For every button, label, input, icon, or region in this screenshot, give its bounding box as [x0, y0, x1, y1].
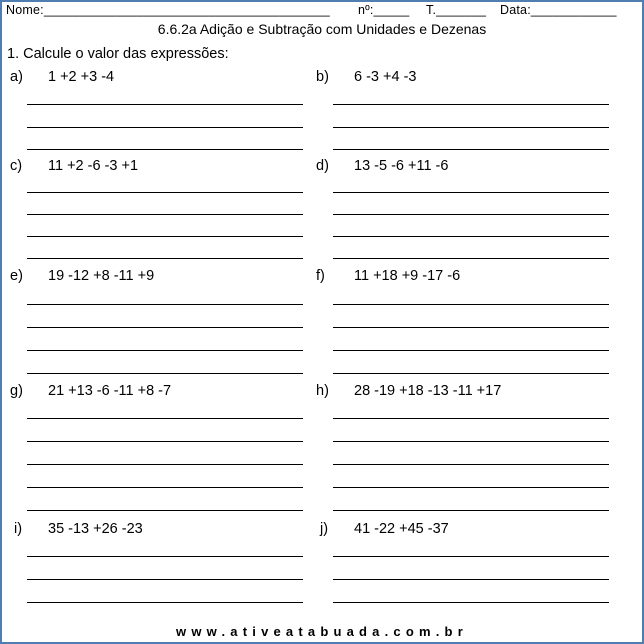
- answer-line: [333, 556, 609, 557]
- exercise-letter: c): [10, 158, 23, 174]
- answer-line: [333, 579, 609, 580]
- answer-line: [27, 487, 303, 488]
- exercise-expression: 11 +2 -6 -3 +1: [48, 158, 139, 174]
- answer-line: [27, 464, 303, 465]
- exercise-expression: 28 -19 +18 -13 -11 +17: [354, 383, 502, 399]
- exercise-letter: j): [320, 521, 329, 537]
- name-field: Nome:________________________________________: [6, 3, 330, 17]
- answer-line: [27, 304, 303, 305]
- answer-line: [27, 441, 303, 442]
- exercise-letter: a): [10, 69, 23, 85]
- student-header: [6, 3, 636, 19]
- number-field: nº:_____: [358, 3, 410, 17]
- answer-line: [333, 487, 609, 488]
- answer-line: [333, 304, 609, 305]
- answer-line: [27, 127, 303, 128]
- exercise-letter: f): [316, 268, 325, 284]
- answer-line: [27, 350, 303, 351]
- exercise-letter: g): [10, 383, 23, 399]
- answer-line: [333, 350, 609, 351]
- exercise-expression: 41 -22 +45 -37: [354, 521, 449, 537]
- worksheet-title: 6.6.2a Adição e Subtração com Unidades e Dezenas: [157, 21, 487, 37]
- answer-line: [27, 236, 303, 237]
- exercise-expression: 11 +18 +9 -17 -6: [354, 268, 461, 284]
- answer-line: [333, 373, 609, 374]
- answer-line: [27, 579, 303, 580]
- answer-line: [27, 418, 303, 419]
- class-field: T._______: [426, 3, 487, 17]
- answer-line: [333, 192, 609, 193]
- exercise-expression: 19 -12 +8 -11 +9: [48, 268, 155, 284]
- answer-line: [333, 258, 609, 259]
- exercise-expression: 6 -3 +4 -3: [354, 69, 417, 85]
- exercise-letter: i): [14, 521, 23, 537]
- exercise-expression: 1 +2 +3 -4: [48, 69, 115, 85]
- answer-line: [333, 602, 609, 603]
- exercise-letter: b): [316, 69, 329, 85]
- exercise-letter: h): [316, 383, 329, 399]
- answer-line: [27, 510, 303, 511]
- answer-line: [27, 327, 303, 328]
- exercise-letter: e): [10, 268, 23, 284]
- instruction-text: 1. Calcule o valor das expressões:: [7, 46, 229, 62]
- exercise-letter: d): [316, 158, 329, 174]
- answer-line: [333, 441, 609, 442]
- answer-line: [333, 127, 609, 128]
- answer-line: [27, 556, 303, 557]
- answer-line: [333, 104, 609, 105]
- exercise-expression: 21 +13 -6 -11 +8 -7: [48, 383, 172, 399]
- answer-line: [27, 192, 303, 193]
- answer-line: [333, 418, 609, 419]
- answer-line: [27, 373, 303, 374]
- date-field: Data:____________: [500, 3, 617, 17]
- answer-line: [27, 149, 303, 150]
- exercise-expression: 13 -5 -6 +11 -6: [354, 158, 449, 174]
- answer-line: [333, 464, 609, 465]
- website-footer: www.ativeatabuada.com.br: [176, 624, 468, 639]
- answer-line: [333, 236, 609, 237]
- exercise-expression: 35 -13 +26 -23: [48, 521, 143, 537]
- answer-line: [27, 602, 303, 603]
- answer-line: [27, 104, 303, 105]
- answer-line: [333, 510, 609, 511]
- answer-line: [27, 258, 303, 259]
- answer-line: [333, 149, 609, 150]
- answer-line: [333, 214, 609, 215]
- answer-line: [27, 214, 303, 215]
- answer-line: [333, 327, 609, 328]
